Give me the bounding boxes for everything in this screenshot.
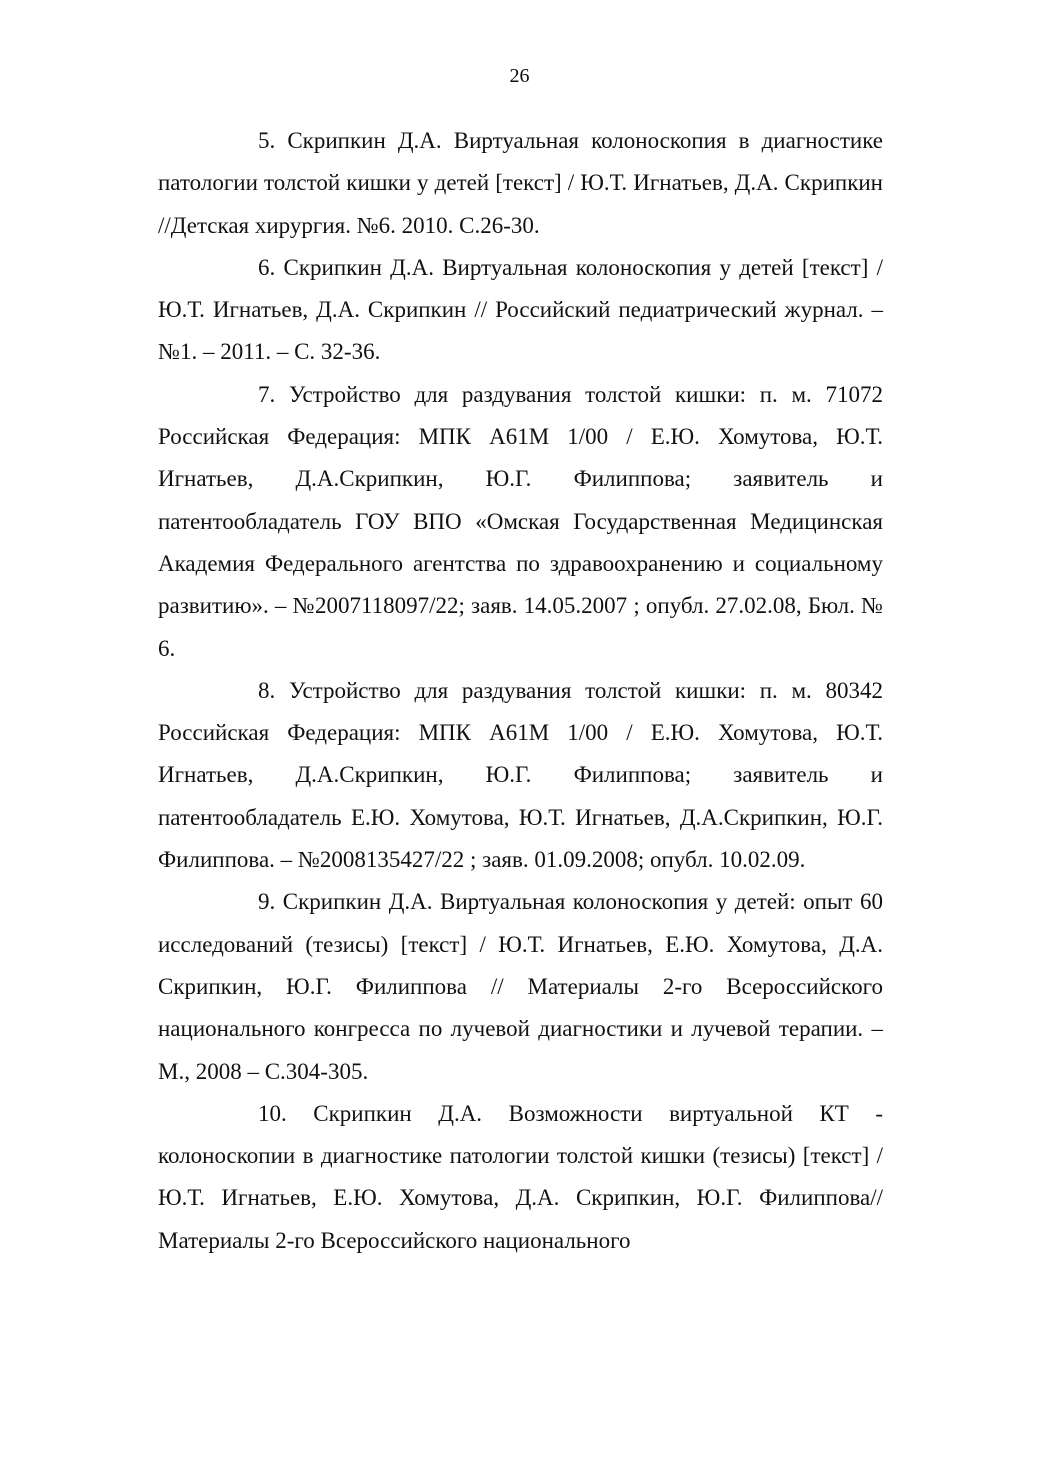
reference-item: [158, 247, 883, 374]
reference-text: Устройство для раздувания толстой кишки: п. м. 80342 Российская Федерация: МПК A61M 1/00 / Е.Ю. Хомутова, Ю.Т. Игнатьев, Д.А.Скрипкин, Ю.Г. Филиппова; заявитель и патентообладатель Е.Ю. Хомутова, Ю.Т. Игнатьев, Д.А.Скрипкин, Ю.Г. Филиппова. – №2008135427/22 ; заяв. 01.09.2008; опубл. 10.02.09.: [158, 677, 883, 873]
reference-item: [158, 670, 883, 881]
reference-text: Устройство для раздувания толстой кишки: п. м. 71072 Российская Федерация: МПК A61M 1/00 / Е.Ю. Хомутова, Ю.Т. Игнатьев, Д.А.Скрипкин, Ю.Г. Филиппова; заявитель и патентообладатель ГОУ ВПО «Омская Государственная Медицинская Академия Федерального агентства по здравоохранению и социальному развитию». – №2007118097/22; заяв. 14.05.2007 ; опубл. 27.02.08, Бюл. № 6.: [158, 381, 883, 661]
reference-item: [158, 120, 883, 247]
reference-text: Скрипкин Д.А. Виртуальная колоноскопия в диагностике патологии толстой кишки у детей [текст] / Ю.Т. Игнатьев, Д.А. Скрипкин //Детская хирургия. №6. 2010. С.26-30.: [158, 128, 884, 238]
reference-number: 5.: [258, 128, 276, 153]
reference-number: 6.: [258, 254, 276, 280]
reference-text: Скрипкин Д.А. Виртуальная колоноскопия у детей: опыт 60 исследований (тезисы) [текст] / Ю.Т. Игнатьев, Е.Ю. Хомутова, Д.А. Скрипкин, Ю.Г. Филиппова // Материалы 2-го Всероссийского национального конгресса по лучевой диагностики и лучевой терапии. – М., 2008 – С.304-305.: [158, 889, 883, 1084]
page-number: 26: [509, 65, 530, 87]
reference-item: [158, 881, 883, 1092]
reference-number: 8.: [258, 677, 276, 703]
reference-list: [158, 120, 883, 1262]
reference-number: 9.: [258, 889, 276, 915]
reference-item: [158, 374, 883, 670]
reference-item: [158, 1093, 883, 1262]
reference-text: Скрипкин Д.А. Виртуальная колоноскопия у детей [текст] / Ю.Т. Игнатьев, Д.А. Скрипкин // Российский педиатрический журнал. – №1. – 2011. – С. 32-36.: [158, 254, 883, 365]
reference-number: 10.: [258, 1100, 287, 1126]
reference-number: 7.: [258, 381, 276, 407]
reference-text: Скрипкин Д.А. Возможности виртуальной КТ - колоноскопии в диагностике патологии толстой кишки (тезисы) [текст] / Ю.Т. Игнатьев, Е.Ю. Хомутова, Д.А. Скрипкин, Ю.Г. Филиппова// Материалы 2-го Всероссийского национального: [158, 1100, 884, 1253]
